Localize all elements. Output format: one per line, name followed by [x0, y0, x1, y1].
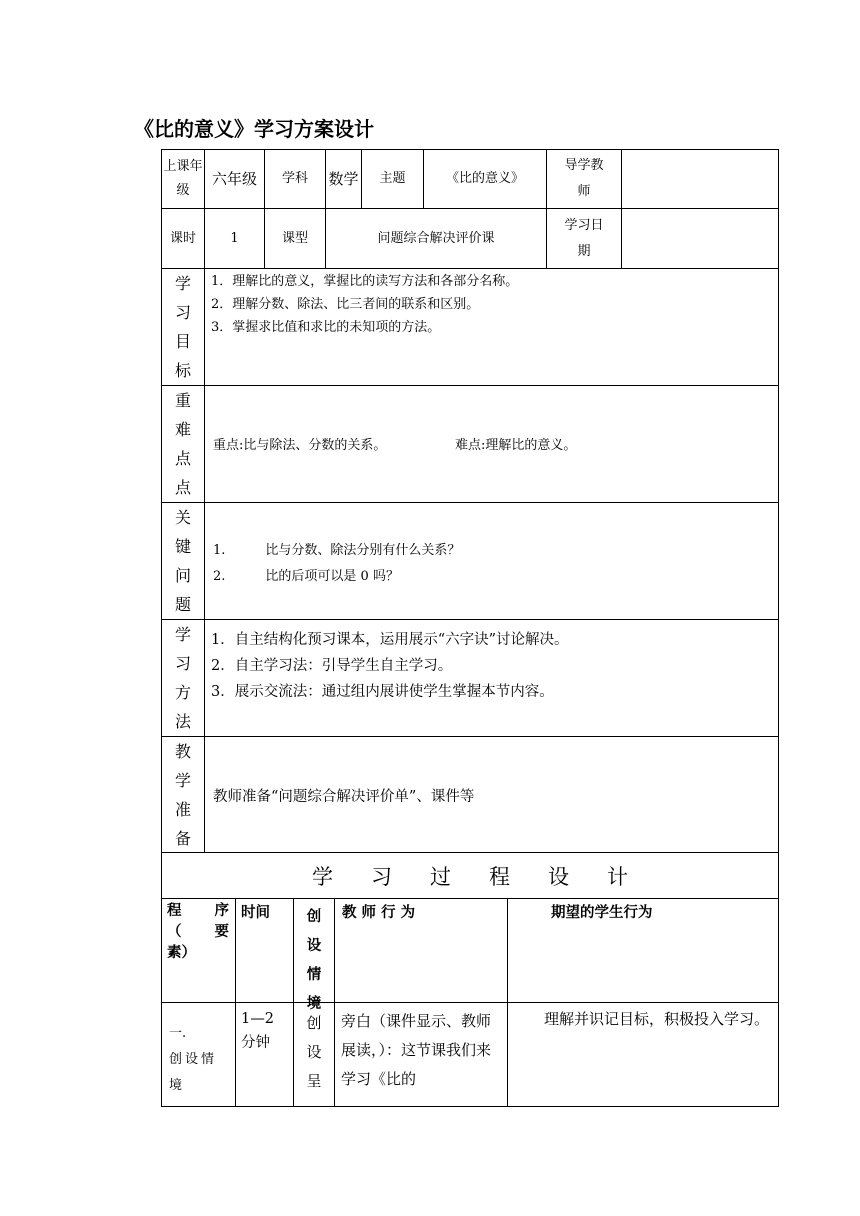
student-action-header: 期望的学生行为	[551, 905, 653, 921]
type-label: 课型	[281, 230, 308, 246]
method-item: 2．自主学习法：引导学生自主学习。	[211, 658, 453, 674]
scenario-cell: 创 设 呈	[306, 1014, 322, 1090]
teacher-action-cell: 旁白（课件显示、教师展读，）：这节课我们来学习《比的	[341, 1012, 492, 1088]
goal-item: 2．理解分数、除法、比三者间的联系和区别。	[211, 297, 480, 312]
teacher-value[interactable]	[622, 150, 778, 208]
difficult-point-text: 难点:理解比的意义。	[455, 438, 577, 453]
period-value: 1	[230, 230, 239, 246]
process-title: 学 习 过 程 设 计	[312, 864, 628, 889]
method-item: 1．自主结构化预习课本，运用展示“六字诀”讨论解决。	[211, 632, 569, 648]
goal-item: 1．理解比的意义，掌握比的读写方法和各部分名称。	[211, 274, 519, 289]
period-label: 课时	[169, 230, 196, 246]
topic-label: 主题	[379, 171, 406, 186]
lesson-plan-table	[161, 149, 779, 1107]
goals-list	[211, 270, 518, 339]
key-points-label: 重 难 点 点	[174, 391, 191, 497]
question-item: 1. 比与分数、除法分别有什么关系？	[213, 543, 461, 558]
question-item: 2. 比的后项可以是 0 吗？	[213, 569, 399, 584]
type-value: 问题综合解决评价课	[377, 230, 495, 246]
procedure-header: 程 序 （ 要 素）	[167, 903, 229, 961]
key-questions-list	[213, 538, 460, 590]
teacher-action-header: 教 师 行 为	[342, 905, 416, 921]
scenario-header: 创 设 情 境	[306, 909, 322, 1012]
document-title: 《比的意义》学习方案设计	[134, 117, 374, 141]
subject-label: 学科	[281, 171, 308, 186]
time-header: 时间	[241, 905, 270, 921]
goal-item: 3．掌握求比值和求比的未知项的方法。	[211, 320, 441, 335]
date-label: 学习日期	[564, 217, 604, 259]
topic-value: 《比的意义》	[445, 171, 524, 186]
teacher-label: 导学教师	[564, 158, 604, 199]
grade-value: 六年级	[211, 170, 257, 188]
student-action-cell: 理解并识记目标，积极投入学习。	[544, 1010, 770, 1028]
procedure-cell: 一. 创设情境	[169, 1026, 218, 1093]
key-point-text: 重点:比与除法、分数的关系。	[213, 438, 387, 453]
subject-value: 数学	[328, 170, 359, 188]
preparation-text: 教师准备“问题综合解决评价单”、课件等	[213, 789, 475, 805]
goals-label: 学 习 目 标	[174, 274, 191, 380]
time-cell: 1—2 分钟	[241, 1011, 274, 1051]
date-value[interactable]	[622, 209, 778, 268]
grade-label: 上课年级	[163, 159, 203, 198]
methods-list	[211, 627, 569, 705]
methods-label: 学 习 方 法	[174, 625, 191, 731]
preparation-label: 教 学 准 备	[174, 742, 191, 848]
method-item: 3．展示交流法：通过组内展讲使学生掌握本节内容。	[211, 684, 554, 700]
key-questions-label: 关 键 问 题	[174, 508, 191, 614]
